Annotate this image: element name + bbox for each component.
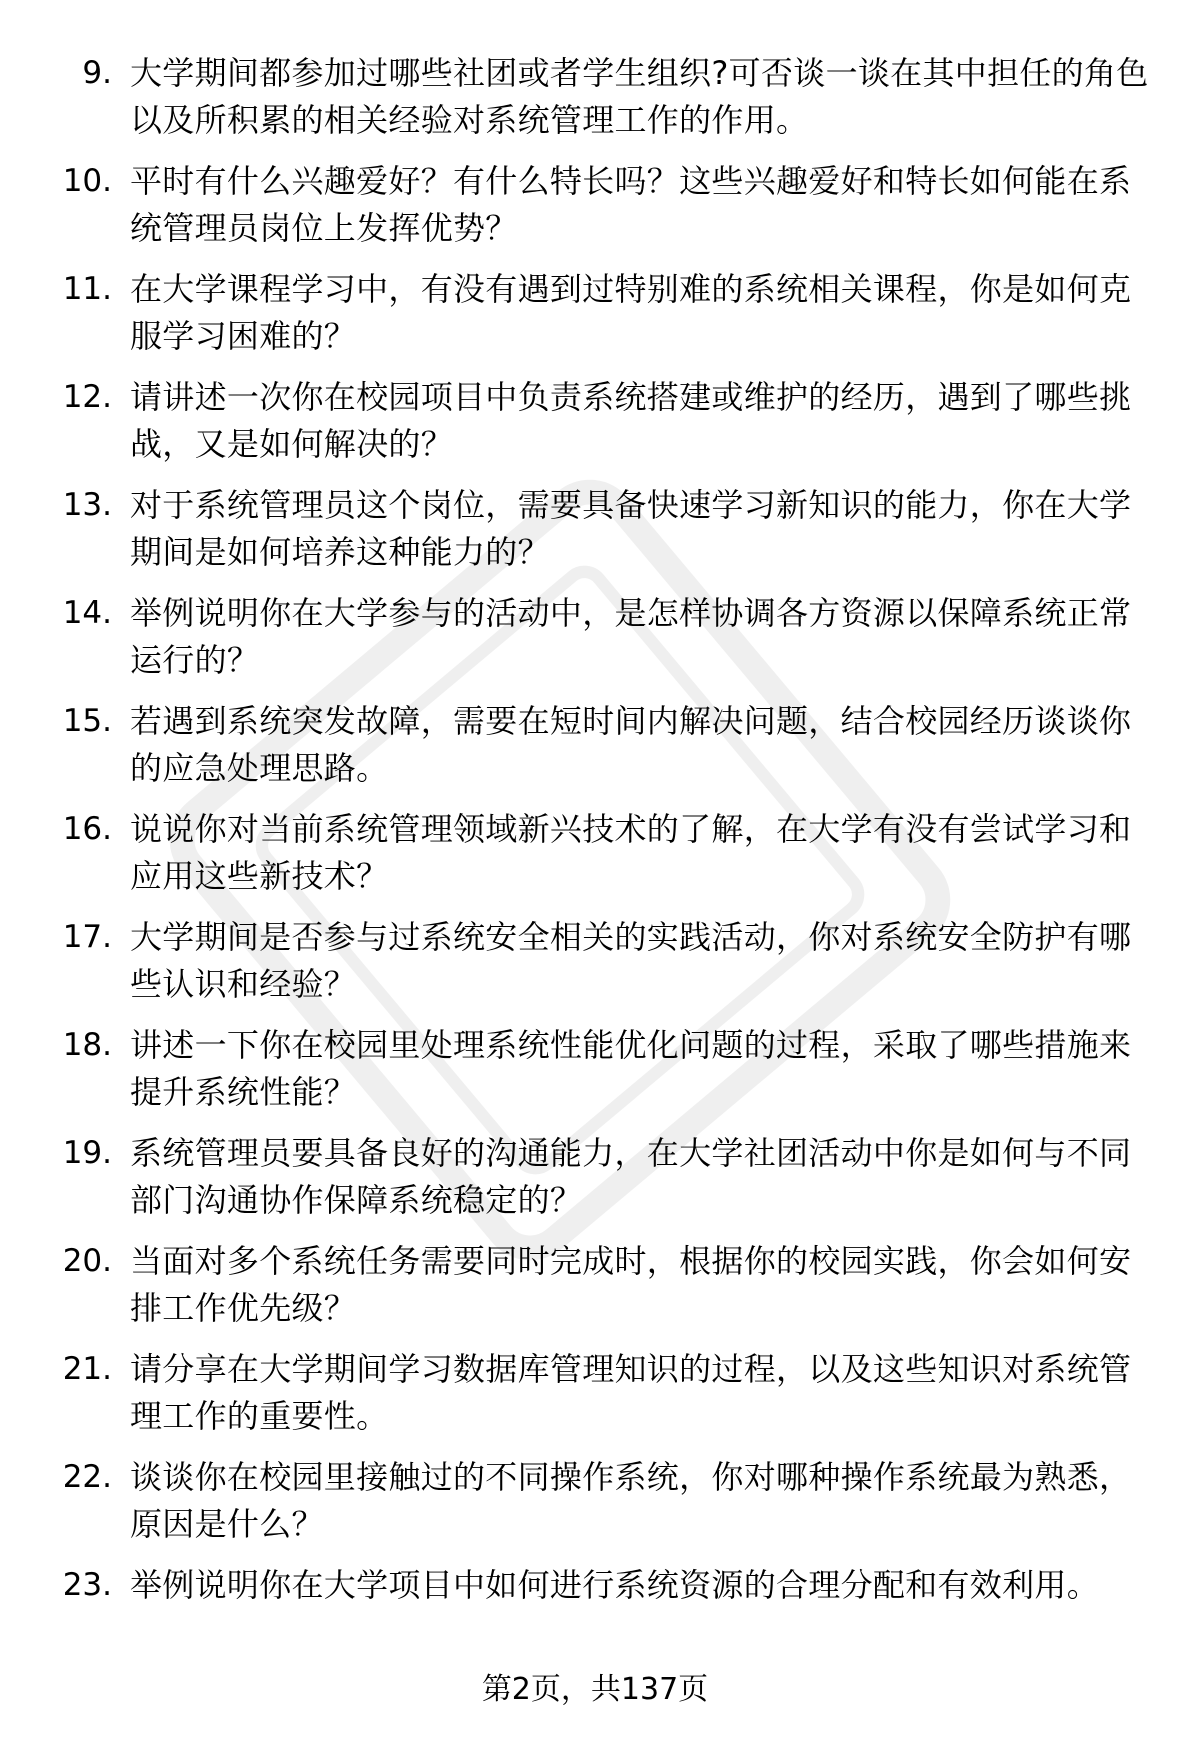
question-number: 14. <box>62 595 112 631</box>
list-item <box>0 374 1190 482</box>
list-item <box>0 482 1190 590</box>
list-item <box>0 1562 1190 1670</box>
list-item <box>0 266 1190 374</box>
question-text: 举例说明你在大学项目中如何进行系统资源的合理分配和有效利用。 <box>130 1566 1100 1604</box>
question-number: 12. <box>62 379 112 415</box>
question-number: 11. <box>62 271 112 307</box>
question-number: 13. <box>62 487 112 523</box>
list-item <box>0 158 1190 266</box>
list-item <box>0 1346 1190 1454</box>
list-item <box>0 50 1190 158</box>
question-number: 21. <box>62 1351 112 1387</box>
question-number: 20. <box>62 1243 112 1279</box>
question-text: 对于系统管理员这个岗位，需要具备快速学习新知识的能力，你在大学期间是如何培养这种能力的？ <box>130 486 1132 571</box>
question-text: 大学期间都参加过哪些社团或者学生组织?可否谈一谈在其中担任的角色以及所积累的相关经验对系统管理工作的作用。 <box>130 54 1149 139</box>
list-item <box>0 806 1190 914</box>
question-text: 平时有什么兴趣爱好？有什么特长吗？这些兴趣爱好和特长如何能在系统管理员岗位上发挥优势？ <box>130 162 1132 247</box>
list-item <box>0 1022 1190 1130</box>
question-text: 系统管理员要具备良好的沟通能力，在大学社团活动中你是如何与不同部门沟通协作保障系统稳定的？ <box>130 1134 1132 1219</box>
question-number: 22. <box>62 1459 112 1495</box>
question-list <box>0 50 1190 1670</box>
question-number: 10. <box>62 163 112 199</box>
question-text: 举例说明你在大学参与的活动中，是怎样协调各方资源以保障系统正常运行的？ <box>130 594 1132 679</box>
list-item <box>0 590 1190 698</box>
list-item <box>0 1238 1190 1346</box>
question-text: 说说你对当前系统管理领域新兴技术的了解，在大学有没有尝试学习和应用这些新技术？ <box>130 810 1132 895</box>
list-item <box>0 914 1190 1022</box>
question-number: 18. <box>62 1027 112 1063</box>
page-number-footer: 第2页，共137页 <box>481 1672 709 1707</box>
question-text: 在大学课程学习中，有没有遇到过特别难的系统相关课程，你是如何克服学习困难的？ <box>130 270 1132 355</box>
question-number: 15. <box>62 703 112 739</box>
question-number: 23. <box>62 1567 112 1603</box>
question-text: 请讲述一次你在校园项目中负责系统搭建或维护的经历，遇到了哪些挑战，又是如何解决的？ <box>130 378 1132 463</box>
question-text: 若遇到系统突发故障，需要在短时间内解决问题，结合校园经历谈谈你的应急处理思路。 <box>130 702 1132 787</box>
list-item <box>0 698 1190 806</box>
question-number: 16. <box>62 811 112 847</box>
list-item <box>0 1454 1190 1562</box>
question-number: 9. <box>82 55 112 91</box>
question-text: 讲述一下你在校园里处理系统性能优化问题的过程，采取了哪些措施来提升系统性能？ <box>130 1026 1132 1111</box>
question-number: 19. <box>62 1135 112 1171</box>
question-text: 请分享在大学期间学习数据库管理知识的过程，以及这些知识对系统管理工作的重要性。 <box>130 1350 1132 1435</box>
question-text: 当面对多个系统任务需要同时完成时，根据你的校园实践，你会如何安排工作优先级？ <box>130 1242 1132 1327</box>
question-text: 大学期间是否参与过系统安全相关的实践活动，你对系统安全防护有哪些认识和经验？ <box>130 918 1132 1003</box>
list-item <box>0 1130 1190 1238</box>
question-number: 17. <box>62 919 112 955</box>
question-text: 谈谈你在校园里接触过的不同操作系统，你对哪种操作系统最为熟悉，原因是什么？ <box>130 1458 1132 1543</box>
